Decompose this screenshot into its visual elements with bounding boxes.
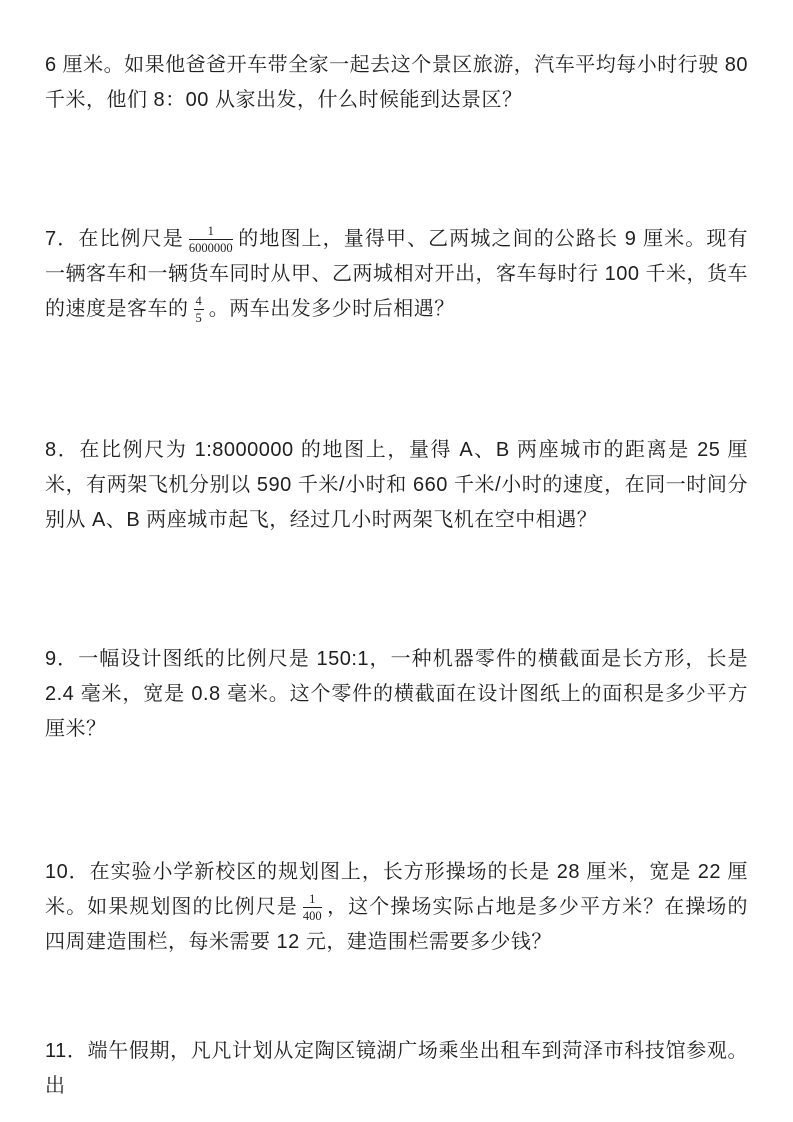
fraction-1-6000000 xyxy=(189,225,233,255)
fraction-numerator: 1 xyxy=(189,225,233,241)
problem-text: 9．一幅设计图纸的比例尺是 150:1，一种机器零件的横截面是长方形，长是 2.4 毫米，宽是 0.8 毫米。这个零件的横截面在设计图纸上的面积是多少平方厘米？ xyxy=(45,648,748,740)
problem-text: ，这个操场实际占地是多少平方米？在操场的四周建造围栏，每米需要 12 元，建造围栏需要多少钱？ xyxy=(45,896,748,953)
problem-7 xyxy=(45,222,748,327)
problem-11 xyxy=(45,1034,748,1104)
problem-text: 6 厘米。如果他爸爸开车带全家一起去这个景区旅游，汽车平均每小时行驶 80 千米，他们 8：00 从家出发，什么时候能到达景区？ xyxy=(45,54,748,111)
fraction-numerator: 1 xyxy=(303,893,322,909)
problem-text: 10．在实验小学新校区的规划图上，长方形操场的长是 28 厘米，宽是 22 厘米。如果规划图的比例尺是 xyxy=(45,861,748,918)
problem-6-continuation xyxy=(45,48,748,118)
fraction-4-5 xyxy=(194,295,204,325)
problem-text: 的地图上，量得甲、乙两城之间的公路长 9 厘米。现有一辆客车和一辆货车同时从甲、乙两城相对开出，客车每时行 100 千米，货车的速度是客车的 xyxy=(45,228,748,320)
problem-text: 11．端午假期，凡凡计划从定陶区镜湖广场乘坐出租车到菏泽市科技馆参观。出 xyxy=(45,1040,748,1097)
fraction-denominator: 400 xyxy=(302,909,322,924)
problem-text: 7．在比例尺是 xyxy=(45,228,184,250)
problem-8 xyxy=(45,433,748,538)
problem-text: 8．在比例尺为 1:8000000 的地图上，量得 A、B 两座城市的距离是 25 厘米，有两架飞机分别以 590 千米/小时和 660 千米/小时的速度，在同一时间分别从 A、B 两座城市起飞，经过几小时两架飞机在空中相遇？ xyxy=(45,439,748,531)
fraction-denominator: 6000000 xyxy=(188,241,233,256)
problem-text: 。两车出发多少时后相遇？ xyxy=(208,298,455,320)
problem-9 xyxy=(45,642,748,747)
fraction-denominator: 5 xyxy=(195,311,202,326)
fraction-1-400 xyxy=(303,893,322,923)
fraction-numerator: 4 xyxy=(194,295,204,311)
problem-10 xyxy=(45,855,748,960)
